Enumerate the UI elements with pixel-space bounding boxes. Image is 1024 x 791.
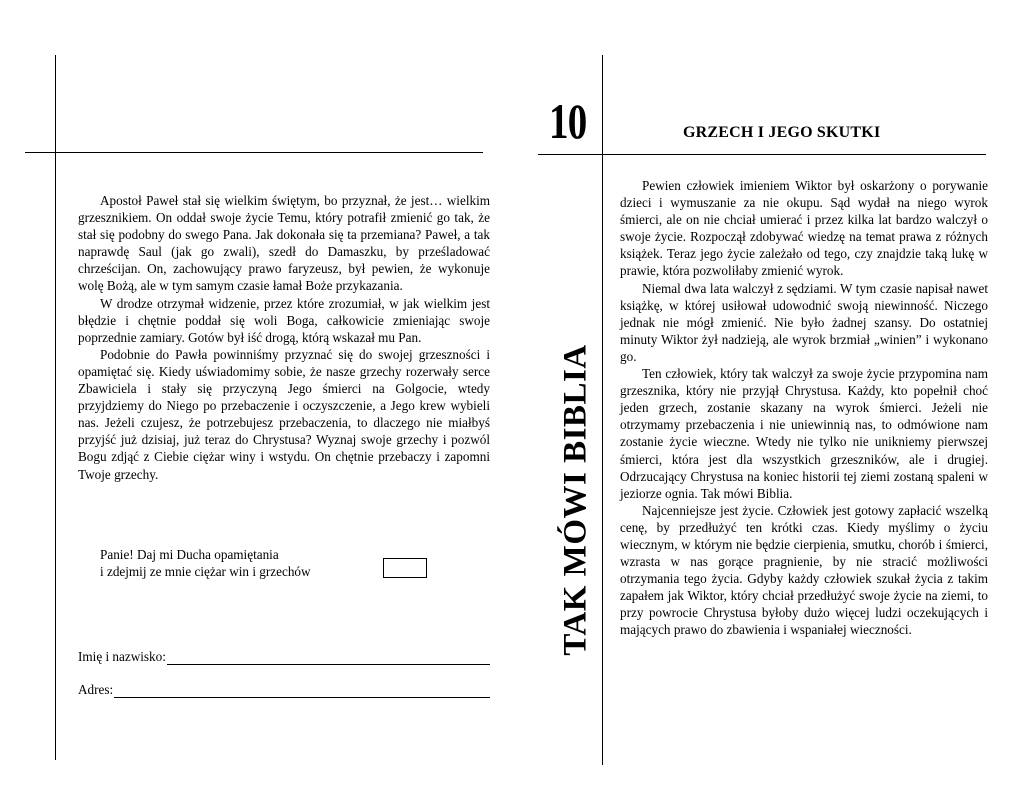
section-title: GRZECH I JEGO SKUTKI [683, 124, 881, 141]
center-fold-vertical-rule [602, 55, 603, 765]
right-page-body [620, 177, 988, 639]
name-field[interactable] [78, 648, 490, 665]
prayer-block [100, 546, 311, 581]
left-paragraph-1: Apostoł Paweł stał się wielkim świętym, bo przyznał, że jest… wielkim grzesznikiem. On oddał swoje życie Temu, który potrafił zmienić go tak, że stał się podobny do swego Pana. Jak dokonała się ta przemiana? Paweł, a tak naprawdę Saul (jak go zwali), szedł do Damaszku, by prześladować chrześcijan. On, zachowujący prawo faryzeusz, był pewien, że wykonuje wolę Bożą, ale w tym samym czasie łamał Boże przykazania. [78, 193, 490, 294]
name-field-line[interactable] [167, 652, 490, 665]
prayer-line-2: i zdejmij ze mnie ciężar win i grzechów [100, 564, 311, 580]
prayer-line-1: Panie! Daj mi Ducha opamiętania [100, 547, 279, 562]
right-paragraph-2: Niemal dwa lata walczył z sędziami. W tym czasie napisał nawet książkę, w której usiłował udowodnić swoją niewinność. Niczego jednak nie mógł zmienić. Nie było żadnej szansy. Do ostatniej minuty Wiktor żył nadzieją, ale wyrok brzmiał „winien” i wykonano go. [620, 280, 988, 364]
name-field-label: Imię i nazwisko: [78, 649, 166, 664]
right-paragraph-1: Pewien człowiek imieniem Wiktor był oskarżony o porywanie dzieci i wymuszanie za nie okupu. Sąd wydał na niego wyrok śmierci, ale on nie chciał umierać i przez kilka lat bardzo walczył o swoje życie. Rozpoczął zdobywać wiedzę na temat prawa z różnych książek. Teraz jego życie zależało od tego, czy znajdzie taką lukę w prawie, która pozwoliłaby zmienić wyrok. [620, 178, 988, 279]
prayer-checkbox[interactable] [383, 558, 427, 578]
address-field-label: Adres: [78, 682, 114, 697]
right-paragraph-4: Najcenniejsze jest życie. Człowiek jest gotowy zapłacić wszelką cenę, by przedłużyć ten krótki czas. Kiedy myślimy o życiu wiecznym, w którym nie będzie cierpienia, smutku, chorób i śmierci, wzrasta w nas gorące pragnienie, by nie stracić możliwości otrzymania tego życia. Gdyby każdy człowiek szukał życia z takim zapałem jak Wiktor, który chciał przedłużyć swoje życie na ziemi, to przy powrocie Chrystusa byłoby dużo więcej ludzi oczekujących i mających prawo do zbawienia i wspaniałej wieczności. [620, 502, 988, 638]
left-page-body [78, 192, 490, 483]
left-page-vertical-rule [55, 55, 56, 760]
right-paragraph-3: Ten człowiek, który tak walczył za swoje życie przypomina nam grzesznika, który nie przyjął Chrystusa. Każdy, kto popełnił choć jeden grzech, zostanie skazany na wyrok śmierci. Jeżeli nie otrzymamy przebaczenia i nie uniewinnią nas, to odmówione nam zostanie życie wieczne. Wtedy nie tylko nie unikniemy pierwszej śmierci, która jest dla wszystkich grzeszników, ale i drugiej. Odrzucający Chrystusa na koniec historii tej ziemi zostaną spaleni w jeziorze ognia. Tak mówi Biblia. [620, 366, 988, 501]
left-paragraph-3: Podobnie do Pawła powinniśmy przyznać się do swojej grzeszności i opamiętać się. Kiedy uświadomimy sobie, że nasze grzechy rozerwały serce Zbawiciela i stały się przyczyną Jego śmierci na Golgocie, wtedy przyjdziemy do Niego po przebaczenie i oczyszczenie, a Jego krew wybieli nas. Jeżeli czujesz, że potrzebujesz przebaczenia, to dlaczego nie miałbyś przyjść już dzisiaj, już teraz do Chrystusa? Wyznaj swoje grzechy i pozwól Bogu zdjąć z Ciebie ciężar winy i wstydu. On chętnie przebaczy i zapomni Twoje grzechy. [78, 346, 490, 482]
left-page-horizontal-rule [25, 152, 483, 153]
booklet-number: 10 [549, 93, 587, 149]
vertical-spine-title: TAK MÓWI BIBLIA [557, 344, 594, 656]
left-paragraph-2: W drodze otrzymał widzenie, przez które zrozumiał, w jak wielkim jest błędzie i chętnie poddał się woli Boga, całkowicie zmieniając swoje poprzednie zamiary. Gotów był iść drogą, którą wskazał mu Pan. [78, 295, 490, 345]
address-field-line[interactable] [114, 685, 490, 698]
right-page-horizontal-rule [538, 154, 986, 155]
address-field[interactable] [78, 681, 490, 698]
